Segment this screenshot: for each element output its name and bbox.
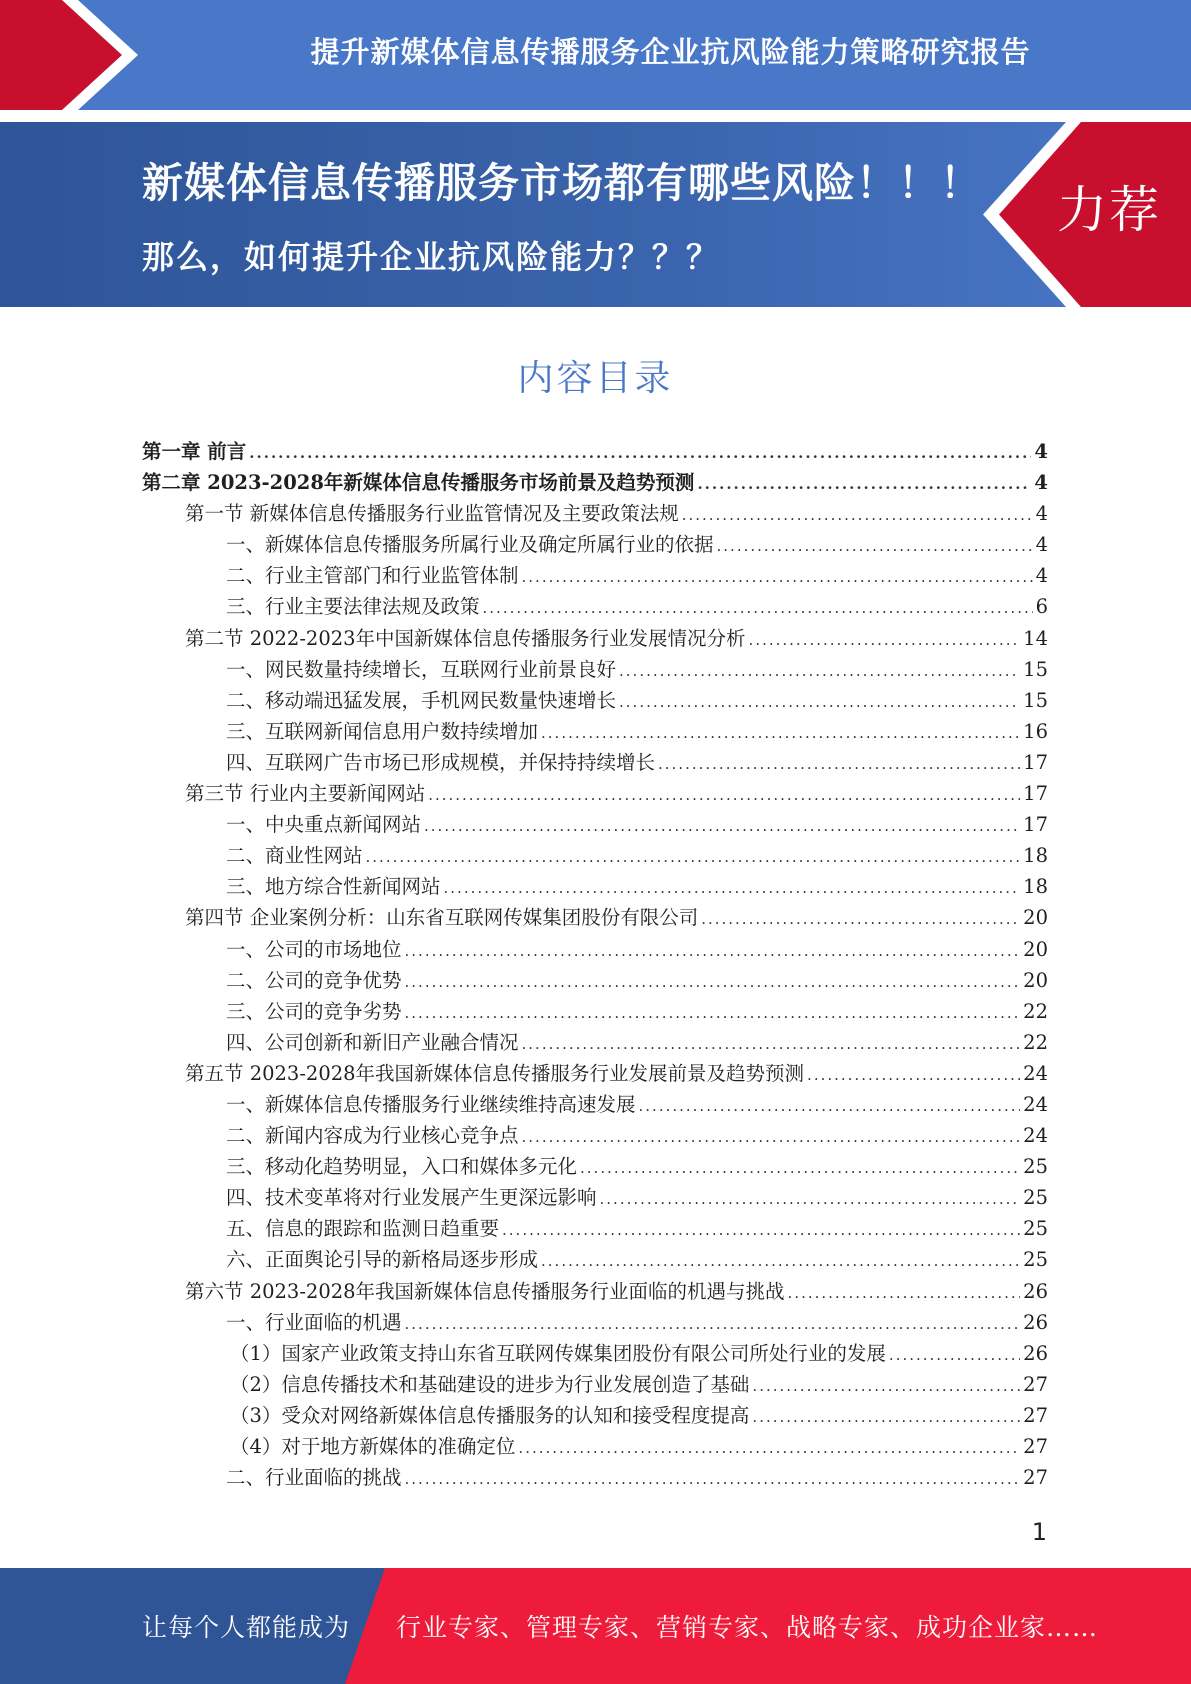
toc-entry-title: 三、地方综合性新闻网站 — [226, 875, 441, 899]
toc-entry-page: 20 — [1023, 906, 1048, 930]
toc-entry[interactable] — [142, 1244, 1048, 1275]
toc-entry-page: 27 — [1023, 1372, 1048, 1396]
toc-entry-page: 15 — [1023, 657, 1048, 681]
toc-entry-page: 24 — [1023, 1092, 1048, 1116]
toc-entry[interactable] — [142, 1027, 1048, 1058]
toc-dot-leader — [619, 687, 1020, 716]
toc-entry[interactable] — [142, 840, 1048, 871]
toc-entry-title: 第二章 2023-2028年新媒体信息传播服务市场前景及趋势预测 — [142, 471, 695, 495]
toc-entry[interactable] — [142, 778, 1048, 809]
toc-entry-title: 一、行业面临的机遇 — [226, 1310, 402, 1334]
toc-entry-title: 第二节 2022-2023年中国新媒体信息传播服务行业发展情况分析 — [185, 626, 746, 650]
toc-entry[interactable] — [142, 591, 1048, 622]
toc-entry-title: 二、公司的竞争优势 — [226, 968, 402, 992]
toc-dot-leader — [405, 936, 1021, 965]
toc-entry-page: 25 — [1023, 1217, 1048, 1241]
toc-entry[interactable] — [142, 1400, 1048, 1431]
toc-entry[interactable] — [142, 1369, 1048, 1400]
toc-entry[interactable] — [142, 1431, 1048, 1462]
toc-dot-leader — [405, 1309, 1021, 1338]
toc-entry[interactable] — [142, 1307, 1048, 1338]
toc-dot-leader — [600, 1184, 1021, 1213]
toc-entry-page: 4 — [1035, 533, 1048, 557]
report-title: 提升新媒体信息传播服务企业抗风险能力策略研究报告 — [310, 34, 1031, 69]
header-divider — [0, 110, 1191, 122]
toc-entry-title: 二、行业面临的挑战 — [226, 1466, 402, 1490]
toc-entry-page: 25 — [1023, 1248, 1048, 1272]
toc-dot-leader — [522, 1122, 1021, 1151]
toc-entry-title: 第一章 前言 — [142, 440, 247, 463]
toc-entry[interactable] — [142, 498, 1048, 529]
toc-dot-leader — [752, 1371, 1020, 1400]
toc-entry-page: 22 — [1023, 1030, 1048, 1054]
table-of-contents — [142, 436, 1048, 1493]
toc-dot-leader — [405, 967, 1021, 996]
toc-entry-page: 4 — [1035, 502, 1048, 526]
toc-entry-title: 三、公司的竞争劣势 — [226, 999, 402, 1023]
toc-entry-page: 22 — [1023, 999, 1048, 1023]
toc-dot-leader — [522, 1029, 1021, 1058]
footer-slogan-right: 行业专家、管理专家、营销专家、战略专家、成功企业家…… — [396, 1613, 1099, 1642]
toc-entry-page: 15 — [1023, 688, 1048, 712]
toc-entry-page: 25 — [1023, 1155, 1048, 1179]
toc-entry-title: （4）对于地方新媒体的准确定位 — [230, 1435, 516, 1458]
toc-entry-page: 17 — [1023, 782, 1048, 806]
toc-entry[interactable] — [142, 654, 1048, 685]
toc-entry-page: 20 — [1023, 968, 1048, 992]
toc-dot-leader — [483, 593, 1033, 622]
toc-entry-title: 一、中央重点新闻网站 — [226, 813, 422, 837]
toc-entry[interactable] — [142, 436, 1048, 467]
toc-dot-leader — [366, 842, 1021, 871]
toc-entry-title: 二、行业主管部门和行业监管体制 — [226, 564, 519, 588]
toc-entry-title: 六、正面舆论引导的新格局逐步形成 — [226, 1248, 539, 1272]
toc-entry-page: 18 — [1023, 844, 1048, 868]
toc-entry-page: 26 — [1023, 1310, 1048, 1334]
toc-dot-leader — [580, 1153, 1020, 1182]
toc-entry[interactable] — [142, 934, 1048, 965]
toc-dot-leader — [749, 625, 1021, 654]
toc-entry-title: （3）受众对网络新媒体信息传播服务的认知和接受程度提高 — [230, 1403, 750, 1427]
toc-entry-title: （2）信息传播技术和基础建设的进步为行业发展创造了基础 — [230, 1372, 750, 1396]
toc-dot-leader — [658, 749, 1020, 778]
toc-entry-title: 第五节 2023-2028年我国新媒体信息传播服务行业发展前景及趋势预测 — [185, 1061, 805, 1085]
toc-entry[interactable] — [142, 902, 1048, 933]
toc-dot-leader — [518, 1433, 1020, 1462]
toc-entry-title: 五、信息的跟踪和监测日趋重要 — [226, 1217, 500, 1241]
toc-entry-title: 三、移动化趋势明显，入口和媒体多元化 — [226, 1155, 578, 1179]
toc-entry[interactable] — [142, 1462, 1048, 1493]
toc-entry[interactable] — [142, 1089, 1048, 1120]
toc-entry-title: 二、商业性网站 — [226, 844, 363, 868]
toc-dot-leader — [752, 1402, 1020, 1431]
toc-entry-page: 20 — [1023, 937, 1048, 961]
toc-entry-page: 14 — [1023, 626, 1048, 650]
toc-heading: 内容目录 — [517, 358, 674, 399]
toc-entry[interactable] — [142, 1151, 1048, 1182]
toc-dot-leader — [639, 1091, 1021, 1120]
toc-entry-title: 一、新媒体信息传播服务行业继续维持高速发展 — [226, 1092, 636, 1116]
toc-entry-title: 第四节 企业案例分析：山东省互联网传媒集团股份有限公司 — [185, 906, 699, 930]
toc-dot-leader — [444, 873, 1021, 902]
toc-entry-page: 25 — [1023, 1186, 1048, 1210]
footer-band — [0, 1568, 1191, 1684]
toc-entry[interactable] — [142, 1213, 1048, 1244]
toc-entry-title: 一、公司的市场地位 — [226, 937, 402, 961]
toc-entry-page: 17 — [1023, 750, 1048, 774]
toc-dot-leader — [541, 718, 1020, 747]
toc-entry-page: 27 — [1023, 1466, 1048, 1490]
toc-dot-leader — [697, 469, 1031, 498]
toc-entry-title: 四、公司创新和新旧产业融合情况 — [226, 1030, 519, 1054]
toc-entry-title: （1）国家产业政策支持山东省互联网传媒集团股份有限公司所处行业的发展 — [230, 1341, 886, 1365]
toc-entry-page: 24 — [1023, 1061, 1048, 1085]
banner-headline: 新媒体信息传播服务市场都有哪些风险！！！ — [142, 159, 982, 207]
toc-entry[interactable] — [142, 1120, 1048, 1151]
toc-dot-leader — [249, 438, 1031, 467]
toc-entry-title: 四、技术变革将对行业发展产生更深远影响 — [226, 1186, 597, 1210]
toc-entry-title: 第一节 新媒体信息传播服务行业监管情况及主要政策法规 — [185, 502, 679, 526]
footer-slogan-left: 让每个人都能成为 — [142, 1613, 351, 1642]
toc-dot-leader — [682, 500, 1033, 529]
toc-entry-page: 16 — [1023, 719, 1048, 743]
recommend-badge: 力荐 — [1057, 181, 1161, 239]
promo-banner — [0, 122, 1191, 307]
toc-dot-leader — [788, 1278, 1021, 1307]
toc-entry-page: 27 — [1023, 1403, 1048, 1427]
toc-entry[interactable] — [142, 871, 1048, 902]
header-arrow-decoration — [0, 0, 150, 110]
toc-dot-leader — [522, 562, 1033, 591]
toc-entry-title: 一、新媒体信息传播服务所属行业及确定所属行业的依据 — [226, 533, 714, 557]
toc-entry[interactable] — [142, 716, 1048, 747]
toc-entry[interactable] — [142, 1182, 1048, 1213]
toc-entry-page: 4 — [1035, 564, 1048, 588]
toc-entry[interactable] — [142, 1276, 1048, 1307]
toc-entry[interactable] — [142, 1338, 1048, 1369]
toc-entry-page: 27 — [1023, 1435, 1048, 1458]
toc-entry-title: 第三节 行业内主要新闻网站 — [185, 782, 426, 806]
toc-entry-title: 四、互联网广告市场已形成规模，并保持持续增长 — [226, 750, 656, 774]
toc-dot-leader — [619, 656, 1020, 685]
toc-entry-title: 三、互联网新闻信息用户数持续增加 — [226, 719, 539, 743]
toc-dot-leader — [502, 1215, 1020, 1244]
toc-entry-title: 第六节 2023-2028年我国新媒体信息传播服务行业面临的机遇与挑战 — [185, 1279, 785, 1303]
toc-entry[interactable] — [142, 1058, 1048, 1089]
toc-entry-page: 4 — [1034, 440, 1048, 463]
toc-entry[interactable] — [142, 623, 1048, 654]
toc-entry[interactable] — [142, 529, 1048, 560]
toc-entry-page: 26 — [1023, 1279, 1048, 1303]
header-band — [0, 0, 1191, 110]
toc-entry-page: 26 — [1023, 1341, 1048, 1365]
toc-entry-page: 18 — [1023, 875, 1048, 899]
toc-entry[interactable] — [142, 965, 1048, 996]
toc-entry[interactable] — [142, 467, 1048, 498]
toc-entry[interactable] — [142, 560, 1048, 591]
toc-dot-leader — [807, 1060, 1020, 1089]
toc-entry-title: 二、移动端迅猛发展，手机网民数量快速增长 — [226, 688, 617, 712]
banner-subheadline: 那么，如何提升企业抗风险能力？？？ — [142, 238, 721, 276]
toc-entry[interactable] — [142, 685, 1048, 716]
toc-entry-page: 4 — [1034, 471, 1048, 495]
toc-dot-leader — [424, 811, 1020, 840]
toc-entry-page: 6 — [1035, 595, 1048, 619]
toc-dot-leader — [541, 1246, 1020, 1275]
toc-entry-page: 24 — [1023, 1124, 1048, 1148]
toc-entry[interactable] — [142, 747, 1048, 778]
toc-dot-leader — [428, 780, 1020, 809]
page-number: 1 — [1031, 1518, 1047, 1546]
toc-entry-title: 一、网民数量持续增长，互联网行业前景良好 — [226, 657, 617, 681]
toc-dot-leader — [405, 998, 1021, 1027]
toc-dot-leader — [701, 904, 1020, 933]
toc-entry-title: 三、行业主要法律法规及政策 — [226, 595, 480, 619]
toc-entry[interactable] — [142, 809, 1048, 840]
toc-dot-leader — [717, 531, 1033, 560]
toc-dot-leader — [889, 1340, 1020, 1369]
toc-dot-leader — [405, 1464, 1021, 1493]
toc-entry-title: 二、新闻内容成为行业核心竞争点 — [226, 1124, 519, 1148]
toc-entry-page: 17 — [1023, 813, 1048, 837]
toc-entry[interactable] — [142, 996, 1048, 1027]
